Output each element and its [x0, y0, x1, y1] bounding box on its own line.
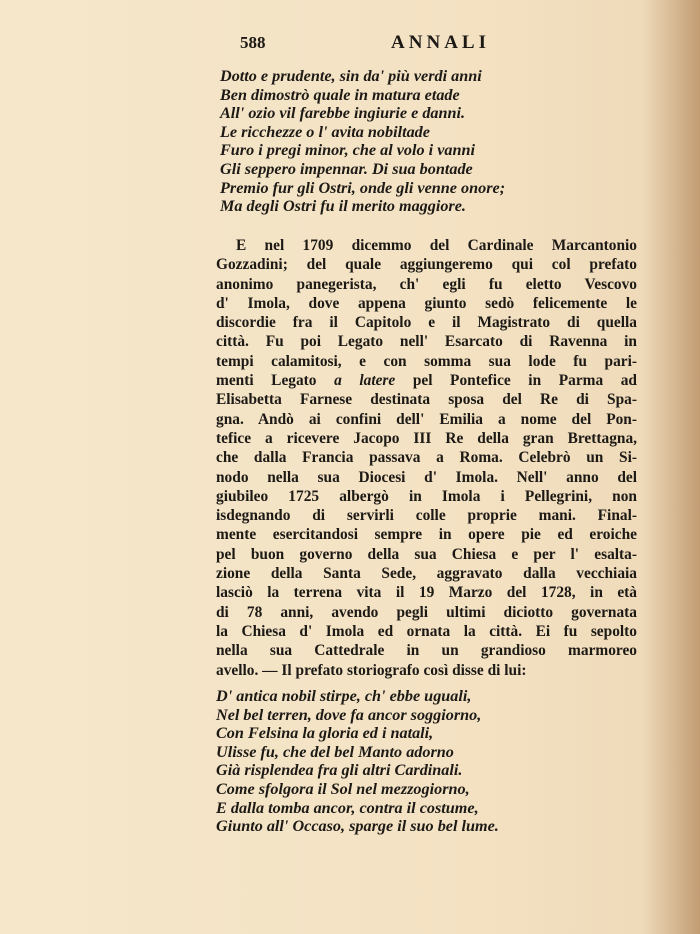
page-edge-shadow [642, 0, 700, 934]
verse-line: Ulisse fu, che del bel Manto adorno [216, 742, 454, 761]
prose-line: di 78 anni, avendo pegli ultimi diciotto governata [216, 603, 637, 621]
prose-line: mente esercitandosi sempre in opere pie ed eroiche [216, 526, 637, 544]
prose-line: tempi calamitosi, e con somma sua lode fu pari- [216, 352, 637, 370]
verse-line: Gli seppero impennar. Di sua bontade [220, 159, 473, 178]
prose-text: pel Pontefice in Parma ad [395, 372, 637, 390]
prose-line: la Chiesa d' Imola ed ornata la città. Ei fu sepolto [216, 622, 637, 640]
verse-line: Giunto all' Occaso, sparge il suo bel lume. [216, 817, 499, 836]
prose-line: E nel 1709 dicemmo del Cardinale Marcantonio [236, 237, 637, 254]
verse-line: Con Felsina la gloria ed i natali, [216, 724, 434, 743]
prose-line-with-italic [216, 371, 637, 390]
prose-line: città. Fu poi Legato nell' Esarcato di Ravenna in [216, 333, 637, 351]
prose-line: avello. — Il prefato storiografo così disse di lui: [216, 661, 527, 679]
prose-text: menti Legato [216, 372, 335, 390]
verse-line: Furo i pregi minor, che al volo i vanni [220, 141, 475, 160]
verse-stanza-2 [216, 687, 499, 836]
verse-line: Nel bel terren, dove fa ancor soggiorno, [216, 705, 482, 724]
verse-line: Dotto e prudente, sin da' più verdi anni [220, 67, 482, 85]
prose-line: gna. Andò ai confini dell' Emilia a nome del Pon- [216, 410, 637, 428]
prose-line: Gozzadini; del quale aggiungeremo qui col prefato [216, 256, 637, 274]
verse-line: D' antica nobil stirpe, ch' ebbe uguali, [216, 687, 472, 705]
prose-line: giubileo 1725 albergò in Imola i Pellegrini, non [216, 487, 637, 505]
prose-line: nella sua Cattedrale in un grandioso marmoreo [216, 642, 637, 660]
verse-line: All' ozio vil farebbe ingiurie e danni. [220, 104, 466, 123]
prose-paragraph [216, 236, 637, 680]
prose-line: pel buon governo della sua Chiesa e per l' esalta- [216, 545, 637, 563]
prose-line: isdegnando di servirli colle proprie mani. Final- [216, 507, 637, 525]
verse-line: Le ricchezze o l' avita nobiltade [220, 122, 430, 141]
prose-line: zione della Santa Sede, aggravato dalla vecchiaia [216, 565, 637, 583]
verse-line: Come sfolgora il Sol nel mezzogiorno, [216, 779, 470, 798]
verse-line: Premio fur gli Ostri, onde gli venne onore; [220, 178, 506, 197]
prose-line: nodo nella sua Diocesi d' Imola. Nell' anno del [216, 468, 637, 486]
verse-stanza-1 [220, 67, 505, 216]
italic-phrase: a latere [334, 372, 396, 390]
verse-line: Già risplendea fra gli altri Cardinali. [216, 761, 463, 780]
verse-line: Ben dimostrò quale in matura etade [220, 85, 460, 104]
page-header [240, 32, 490, 54]
page-number: 588 [240, 33, 266, 52]
prose-line: Elisabetta Farnese destinata sposa del Re di Spa- [216, 391, 637, 409]
verse-line: E dalla tomba ancor, contra il costume, [216, 798, 479, 817]
prose-line: d' Imola, dove appena giunto sedò felicemente le [216, 294, 637, 312]
prose-line: tefice a ricevere Jacopo III Re della gran Brettagna, [216, 429, 637, 447]
prose-line: discordie fra il Capitolo e il Magistrato di quella [216, 314, 637, 332]
prose-line: che dalla Francia passava a Roma. Celebrò un Si- [216, 449, 637, 467]
prose-line: lasciò la terrena vita il 19 Marzo del 1728, in età [216, 584, 637, 602]
running-head: ANNALI [391, 32, 490, 53]
prose-line: anonimo panegerista, ch' egli fu eletto Vescovo [216, 275, 637, 293]
verse-line: Ma degli Ostri fu il merito maggiore. [220, 197, 466, 216]
